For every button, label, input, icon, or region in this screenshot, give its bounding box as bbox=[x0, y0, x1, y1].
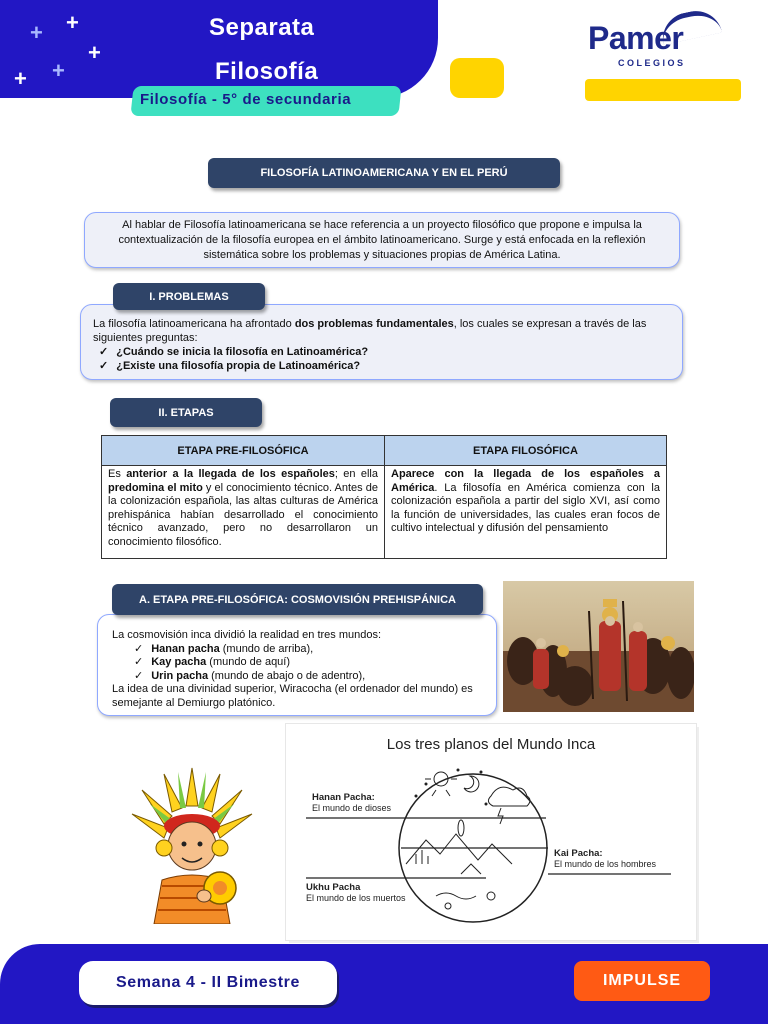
cosmovision-box bbox=[97, 614, 497, 716]
table-header-prephil: ETAPA PRE-FILOSÓFICA bbox=[102, 436, 385, 466]
world-item bbox=[112, 670, 487, 684]
intro-box bbox=[84, 212, 680, 268]
kai-pacha-label bbox=[554, 848, 656, 869]
world-name: Urin pacha bbox=[151, 669, 209, 682]
world-item bbox=[112, 643, 487, 657]
check-icon: ✓ bbox=[134, 669, 144, 682]
main-title: FILOSOFÍA LATINOAMERICANA Y EN EL PERÚ bbox=[208, 158, 560, 188]
check-icon: ✓ bbox=[134, 656, 144, 668]
inca-worlds-diagram bbox=[286, 724, 696, 940]
plus-icon: + bbox=[52, 58, 65, 83]
problems-text-bold: dos problemas fundamentales bbox=[294, 318, 454, 330]
cell-text: y el conocimiento técnico. Antes de la colonización española, las altas culturas de América prehispánica habían desarrollado el conocimiento técnico avanzado, pero no desarrollaron un conocimiento filosófico. bbox=[108, 481, 378, 548]
stages-table bbox=[101, 435, 667, 559]
problems-text-after: , los cuales se expresan a través de las siguientes preguntas: bbox=[93, 318, 647, 344]
kai-desc: El mundo de los hombres bbox=[554, 859, 657, 869]
plus-icon: + bbox=[66, 10, 79, 35]
problems-heading: I. PROBLEMAS bbox=[113, 283, 265, 310]
stages-heading: II. ETAPAS bbox=[110, 398, 262, 427]
hanan-desc: El mundo de dioses bbox=[312, 803, 392, 813]
world-desc: (mundo de arriba), bbox=[219, 642, 314, 655]
intro-text: Al hablar de Filosofía latinoamericana se hace referencia a un proyecto filosófico que propone e impulsa la contextualización de la filosofía europea en el ámbito latinoamericano. Surge y está enfocada en la reflexión sistemática sobre los problemas y situaciones propias de América Latina. bbox=[118, 218, 646, 261]
hanan-pacha-label bbox=[312, 792, 391, 813]
plus-icon: + bbox=[88, 40, 101, 65]
kai-name: Kai Pacha: bbox=[554, 848, 603, 859]
subtitle: Filosofía - 5° de secundaria bbox=[140, 91, 352, 108]
impulse-badge: IMPULSE bbox=[574, 961, 710, 1001]
inca-character-illustration bbox=[124, 764, 260, 924]
cell-text: ; en ella bbox=[334, 468, 378, 480]
plus-icon: + bbox=[14, 66, 27, 91]
decor-yellow-pill bbox=[450, 58, 504, 98]
cosmovision-intro: La cosmovisión inca dividió la realidad en tres mundos: bbox=[112, 629, 382, 641]
check-icon: ✓ bbox=[99, 346, 109, 358]
check-icon: ✓ bbox=[134, 642, 144, 655]
question-item bbox=[93, 345, 673, 359]
table-cell-prephil bbox=[102, 466, 385, 559]
table-header-phil: ETAPA FILOSÓFICA bbox=[385, 436, 667, 466]
cell-bold: predomina el mito bbox=[108, 481, 203, 494]
world-desc: (mundo de aquí) bbox=[206, 656, 291, 668]
hanan-name: Hanan Pacha: bbox=[312, 792, 375, 803]
cosmovision-closing: La idea de una divinidad superior, Wiracocha (el ordenador del mundo) es semejante al Demiurgo platónico. bbox=[112, 683, 473, 709]
question-text: ¿Cuándo se inicia la filosofía en Latinoamérica? bbox=[116, 346, 369, 358]
plus-icon: + bbox=[30, 20, 43, 45]
question-text: ¿Existe una filosofía propia de Latinoamérica? bbox=[116, 360, 361, 372]
problems-paragraph bbox=[93, 315, 673, 345]
cosmovision-heading: A. ETAPA PRE-FILOSÓFICA: COSMOVISIÓN PREHISPÁNICA bbox=[112, 584, 483, 615]
ukhu-pacha-label bbox=[306, 882, 406, 903]
world-name: Hanan pacha bbox=[151, 642, 220, 655]
header-title-line2: Filosofía bbox=[215, 58, 319, 85]
diagram-drawing bbox=[286, 724, 696, 940]
problems-box bbox=[80, 304, 683, 380]
cell-text: Es bbox=[108, 468, 127, 480]
world-item bbox=[112, 656, 487, 670]
ukhu-name: Ukhu Pacha bbox=[306, 882, 361, 893]
pamer-logo-subtext: COLEGIOS bbox=[618, 58, 686, 68]
problems-text-before: La filosofía latinoamericana ha afrontado bbox=[93, 318, 295, 330]
cell-text: . La filosofía en América comienza con la colonización española a partir del siglo XVI, así como la función de universidades, las cuales eran focos de cultivo intelectual y difusión del pensamiento bbox=[391, 481, 660, 534]
cell-bold: anterior a la llegada de los españoles bbox=[126, 468, 335, 480]
pamer-logo: Pamer bbox=[588, 20, 684, 56]
question-item bbox=[93, 359, 673, 373]
diagram-title: Los tres planos del Mundo Inca bbox=[386, 736, 596, 753]
header-title-line1: Separata bbox=[209, 14, 315, 41]
world-name: Kay pacha bbox=[151, 656, 207, 668]
check-icon: ✓ bbox=[99, 360, 109, 372]
cell-bold: Aparece con la llegada de los españoles a América bbox=[391, 468, 660, 494]
world-desc: (mundo de abajo o de adentro), bbox=[208, 669, 366, 682]
ukhu-desc: El mundo de los muertos bbox=[306, 893, 406, 903]
week-label: Semana 4 - II Bimestre bbox=[79, 961, 337, 1005]
table-cell-phil bbox=[385, 466, 667, 559]
inca-painting-image bbox=[503, 581, 694, 712]
decor-yellow-bar bbox=[585, 79, 741, 101]
